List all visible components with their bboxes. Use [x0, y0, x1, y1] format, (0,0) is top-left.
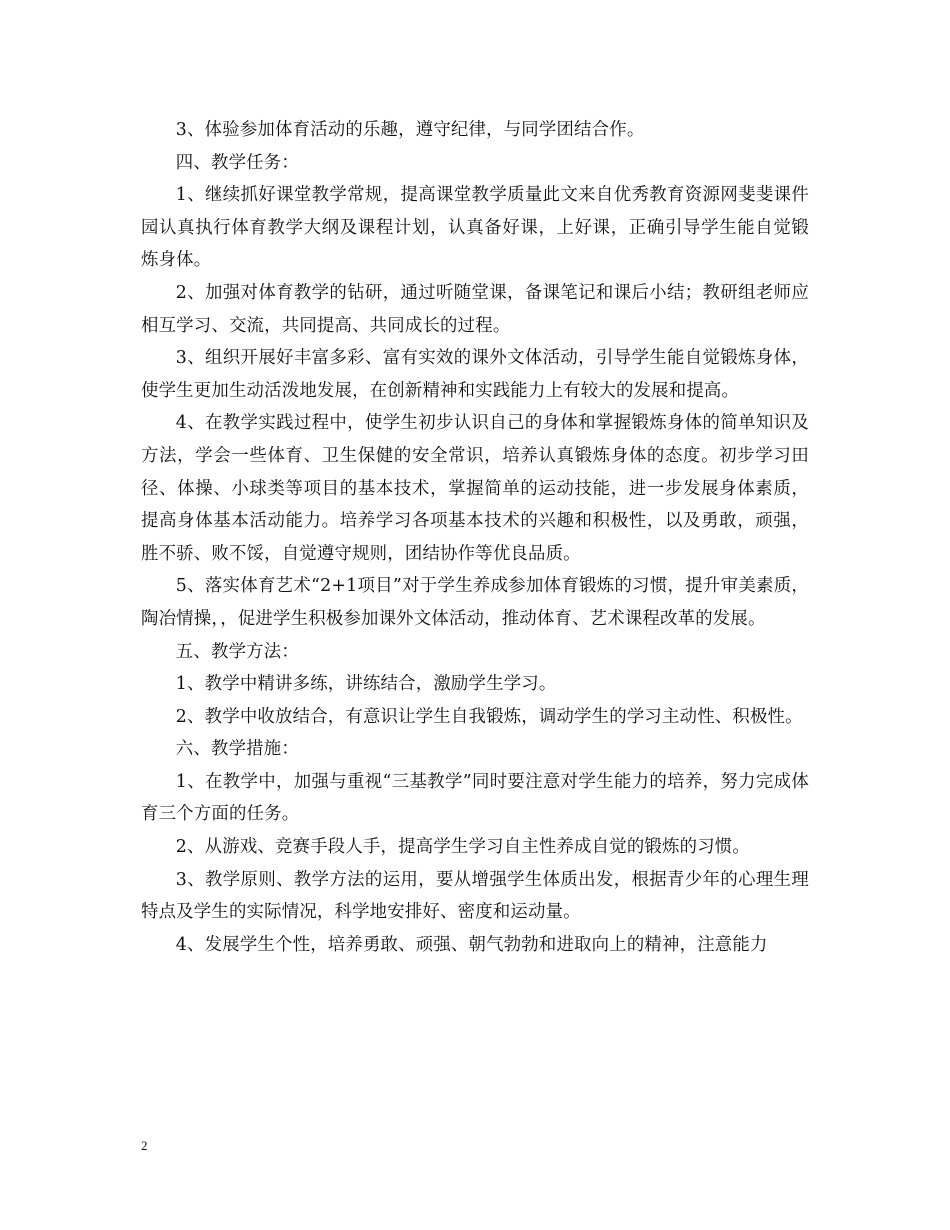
- paragraph: 3、组织开展好丰富多彩、富有实效的课外文体活动，引导学生能自觉锻炼身体，使学生更加生动活泼地发展，在创新精神和实践能力上有较大的发展和提高。: [141, 348, 809, 401]
- paragraph: 4、在教学实践过程中，使学生初步认识自己的身体和掌握锻炼身体的简单知识及方法，学会一些体育、卫生保健的安全常识，培养认真锻炼身体的态度。初步学习田径、体操、小球类等项目的基本技术，掌握简单的运动技能，进一步发展身体素质，提高身体基本活动能力。培养学习各项基本技术的兴趣和积极性，以及勇敢，顽强，胜不骄、败不馁，自觉遵守规则，团结协作等优良品质。: [141, 413, 809, 564]
- paragraph: 2、教学中收放结合，有意识让学生自我锻炼，调动学生的学习主动性、积极性。: [175, 706, 803, 727]
- paragraph: 3、体验参加体育活动的乐趣，遵守纪律，与同学团结合作。: [175, 120, 645, 140]
- paragraph: 4、发展学生个性，培养勇敢、顽强、朝气勃勃和进取向上的精神，注意能力: [175, 934, 768, 955]
- document-body: [141, 114, 809, 961]
- paragraph: 1、在教学中，加强与重视“三基教学”同时要注意对学生能力的培养，努力完成体育三个方面的任务。: [141, 771, 809, 825]
- paragraph: 1、教学中精讲多练，讲练结合，激励学生学习。: [175, 674, 557, 695]
- paragraph: 2、加强对体育教学的钻研，通过听随堂课，备课笔记和课后小结；教研组老师应相互学习、交流，共同提高、共同成长的过程。: [141, 282, 809, 336]
- paragraph: 3、教学原则、教学方法的运用，要从增强学生体质出发，根据青少年的心理生理特点及学生的实际情况，科学地安排好、密度和运动量。: [141, 869, 809, 923]
- section-heading: 四、教学任务：: [175, 152, 299, 173]
- page-number: 2: [141, 1138, 148, 1153]
- paragraph: 2、从游戏、竞赛手段人手，提高学生学习自主性养成自觉的锻炼的习惯。: [175, 837, 750, 858]
- paragraph: 1、继续抓好课堂教学常规，提高课堂教学质量此文来自优秀教育资源网斐斐课件园认真执行体育教学大纲及课程计划，认真备好课，上好课，正确引导学生能自觉锻炼身体。: [141, 185, 809, 271]
- section-heading: 五、教学方法：: [175, 641, 299, 662]
- section-heading: 六、教学措施：: [175, 739, 299, 760]
- paragraph: 5、落实体育艺术“2+1项目”对于学生养成参加体育锻炼的习惯，提升审美素质，陶冶情操，，促进学生积极参加课外文体活动，推动体育、艺术课程改革的发展。: [141, 576, 809, 629]
